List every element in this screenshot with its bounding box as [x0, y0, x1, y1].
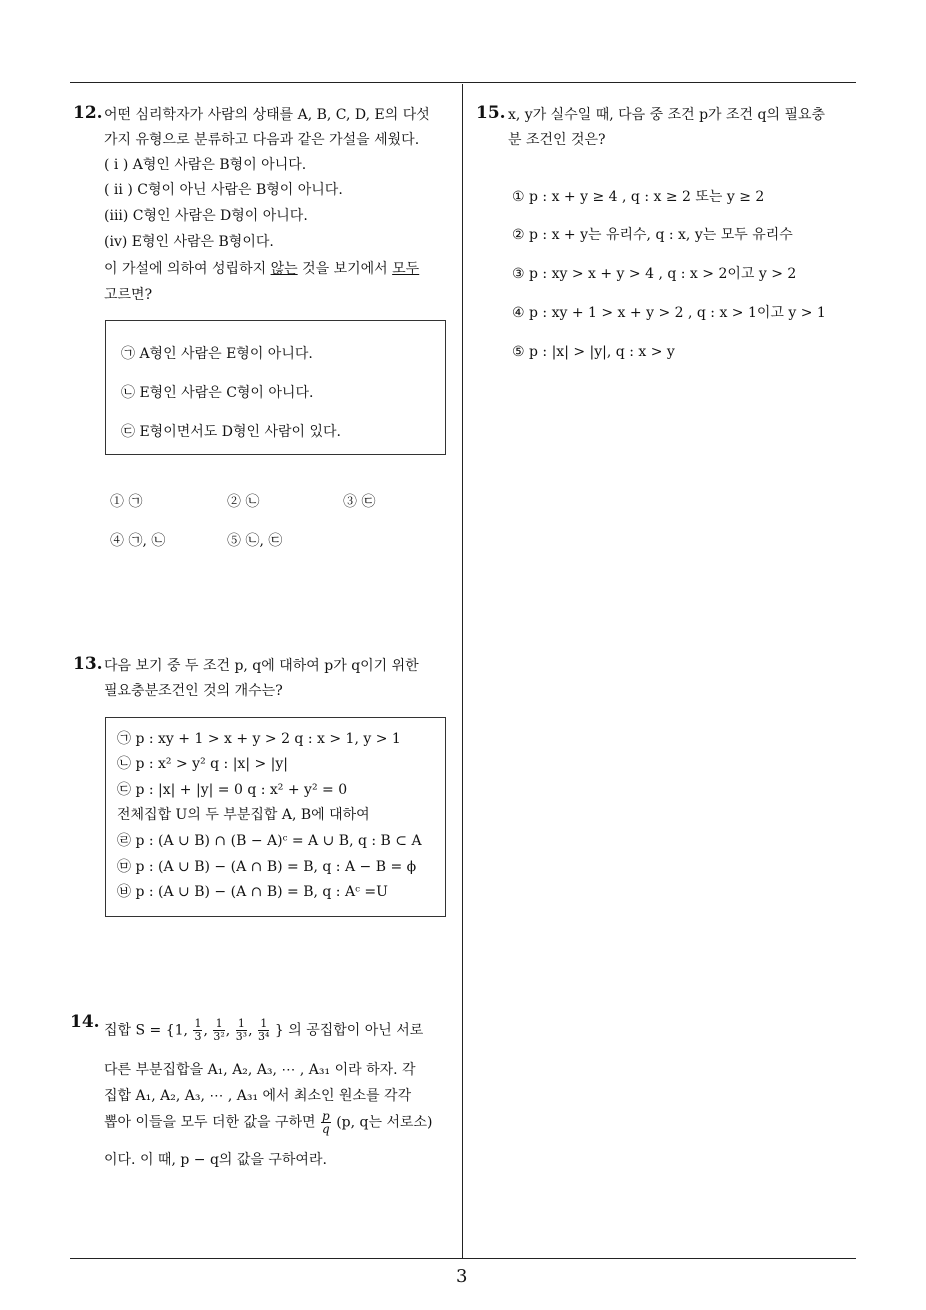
q14-fraction-3: $\frac{1}{\text{3³}}$ [235, 1017, 248, 1043]
q14-set-open: 집합 S = {1, [104, 1022, 188, 1039]
q13-line2: 필요충분조건인 것의 개수는? [104, 683, 283, 699]
q12-hypothesis-3: (iii) C형인 사람은 D형이 아니다. [104, 208, 308, 224]
q15-option-3[interactable]: ③ p : xy > x + y > 4 , q : x > 2이고 y > 2 [512, 266, 797, 282]
q12-choice-5[interactable]: ⑤ ㉡, ㉢ [227, 533, 283, 549]
q14-line5: 이다. 이 때, p − q의 값을 구하여라. [104, 1152, 327, 1168]
q12-hypothesis-2: ( ii ) C형이 아닌 사람은 B형이 아니다. [104, 182, 343, 198]
q14-fraction-4: $\frac{1}{\text{3⁴}}$ [258, 1017, 270, 1043]
bottom-rule [70, 1258, 856, 1259]
q13-box-item-1: ㉠ p : xy + 1 > x + y > 2 q : x > 1, y > 1 [117, 731, 401, 747]
q14-set-close: } 의 공집합이 아닌 서로 [274, 1022, 424, 1039]
column-divider [462, 84, 463, 1258]
q12-line2: 가지 유형으로 분류하고 다음과 같은 가설을 세웠다. [104, 132, 420, 148]
top-rule [70, 82, 856, 83]
q13-box-item-5: ㉣ p : (A ∪ B) ∩ (B − A)ᶜ = A ∪ B, q : B ⊂ A [117, 833, 422, 849]
q13-line1: 다음 보기 중 두 조건 p, q에 대하여 p가 q이기 위한 [104, 658, 419, 674]
q12-underline-all: 모두 [392, 261, 420, 277]
q14-fraction-2: $\frac{1}{\text{3²}}$ [213, 1017, 225, 1043]
q14-fraction-1: $\frac{1}{3}$ [194, 1017, 202, 1043]
q12-number: 12. [73, 103, 103, 123]
q14-number: 14. [70, 1012, 100, 1032]
q14-fraction-pq: $\frac{p}{q}$ [322, 1109, 330, 1136]
q15-number: 15. [476, 103, 506, 123]
q15-line1: x, y가 실수일 때, 다음 중 조건 p가 조건 q의 필요충 [508, 107, 826, 123]
q12-box-item-3: ㉢ E형이면서도 D형인 사람이 있다. [121, 424, 341, 440]
q12-line1: 어떤 심리학자가 사람의 상태를 A, B, C, D, E의 다섯 [104, 107, 430, 123]
q12-hypothesis-1: ( i ) A형인 사람은 B형이 아니다. [104, 157, 307, 173]
q12-box-item-2: ㉡ E형인 사람은 C형이 아니다. [121, 385, 314, 401]
q13-box-item-2: ㉡ p : x² > y² q : |x| > |y| [117, 756, 289, 772]
q12-choice-3[interactable]: ③ ㉢ [343, 494, 376, 510]
q12-box-item-1: ㉠ A형인 사람은 E형이 아니다. [121, 346, 313, 362]
q14-line3: 집합 A₁, A₂, A₃, ⋯ , A₃₁ 에서 최소인 원소를 각각 [104, 1088, 412, 1104]
q14-coprime-note: (p, q는 서로소) [336, 1114, 433, 1131]
q15-option-2[interactable]: ② p : x + y는 유리수, q : x, y는 모두 유리수 [512, 227, 793, 243]
q13-box-item-3: ㉢ p : |x| + |y| = 0 q : x² + y² = 0 [117, 782, 348, 798]
q13-box-item-4: 전체집합 U의 두 부분집합 A, B에 대하여 [117, 807, 370, 823]
q12-underline-not: 않는 [270, 261, 298, 277]
q12-question-end: 고르면? [104, 287, 153, 303]
q14-line4 [104, 1110, 432, 1136]
page-number: 3 [456, 1266, 468, 1287]
q12-choice-1[interactable]: ① ㉠ [110, 494, 143, 510]
q13-box-item-7: ㉥ p : (A ∪ B) − (A ∩ B) = B, q : Aᶜ =U [117, 884, 388, 900]
q12-choice-2[interactable]: ② ㉡ [227, 494, 260, 510]
q15-option-4[interactable]: ④ p : xy + 1 > x + y > 2 , q : x > 1이고 y > 1 [512, 305, 826, 321]
q14-line1: 집합 S = {1, $\frac{1}{3}$ , $\frac{1}{\text{3²}}$ , $\frac{1}{\text{3³}}$ , $\frac{1}{\text{3⁴}}$ } 의 공집합이 아닌 서로 [104, 1017, 424, 1043]
q13-box-item-6: ㉤ p : (A ∪ B) − (A ∩ B) = B, q : A − B = ϕ [117, 859, 417, 875]
q14-line4-text: 뽑아 이들을 모두 더한 값을 구하면 [104, 1114, 316, 1131]
q12-choice-4[interactable]: ④ ㉠, ㉡ [110, 533, 166, 549]
q12-question [104, 257, 419, 282]
q15-option-5[interactable]: ⑤ p : |x| > |y|, q : x > y [512, 344, 675, 360]
q15-option-1[interactable]: ① p : x + y ≥ 4 , q : x ≥ 2 또는 y ≥ 2 [512, 189, 765, 205]
q13-number: 13. [73, 654, 103, 674]
q12-question-part-a: 이 가설에 의하여 성립하지 [104, 261, 271, 277]
q14-line2: 다른 부분집합을 A₁, A₂, A₃, ⋯ , A₃₁ 이라 하자. 각 [104, 1062, 416, 1078]
q15-line2: 분 조건인 것은? [508, 132, 606, 148]
q12-question-part-b: 것을 보기에서 [297, 261, 393, 277]
q12-hypothesis-4: (iv) E형인 사람은 B형이다. [104, 234, 274, 250]
